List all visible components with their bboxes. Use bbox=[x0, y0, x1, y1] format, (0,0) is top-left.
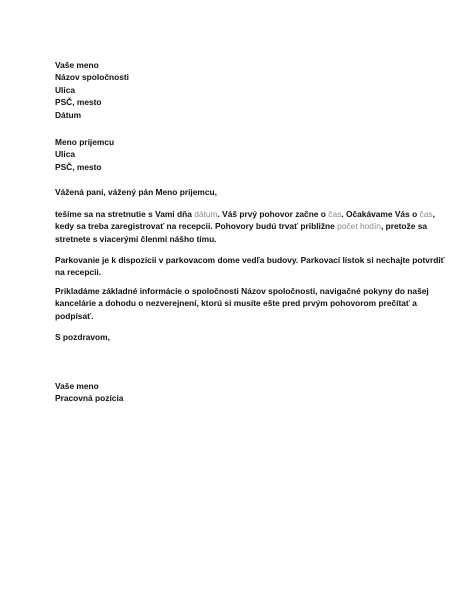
paragraph-interview-details bbox=[55, 208, 435, 245]
paragraph-1-text: , pretože sa bbox=[380, 221, 428, 232]
recipient-address-block bbox=[55, 136, 114, 173]
paragraph-1-text: kedy sa treba zaregistrovať na recepcii. Pohovory budú trvať približne bbox=[55, 221, 338, 232]
signature-name: Vaše meno bbox=[55, 381, 99, 391]
time-placeholder: čas bbox=[328, 209, 342, 219]
letter-date: Dátum bbox=[55, 109, 82, 120]
date-placeholder: dátum bbox=[194, 209, 218, 219]
signature-position: Pracovná pozícia bbox=[55, 393, 124, 404]
paragraph-3-line-3: podpísať. bbox=[55, 310, 94, 321]
recipient-city: PSČ, mesto bbox=[55, 161, 102, 172]
signature-block bbox=[55, 380, 123, 405]
paragraph-1-text: tešíme sa na stretnutie s Vami dňa bbox=[55, 209, 195, 219]
closing bbox=[55, 331, 395, 343]
sender-company: Názov spoločnosti bbox=[55, 72, 129, 83]
sender-city: PSČ, mesto bbox=[55, 97, 102, 108]
paragraph-1-line-1 bbox=[55, 208, 435, 220]
recipient-street: Ulica bbox=[55, 149, 76, 160]
sender-address-block bbox=[55, 59, 129, 121]
paragraph-1-line-2 bbox=[55, 220, 428, 232]
paragraph-attachments bbox=[55, 285, 429, 322]
time-placeholder: čas bbox=[419, 209, 433, 219]
closing-text: S pozdravom, bbox=[55, 332, 110, 342]
paragraph-1-text: , bbox=[432, 209, 435, 219]
paragraph-parking bbox=[55, 254, 445, 279]
recipient-name: Meno prijemcu bbox=[55, 137, 115, 147]
paragraph-1-text: . Očakávame Vás o bbox=[341, 209, 420, 219]
hours-placeholder: počet hodín bbox=[337, 221, 381, 232]
sender-street: Ulica bbox=[55, 84, 76, 95]
paragraph-3-line-1: Prikladáme základné informácie o spoločnosti Názov spoločnosti, navigačné pokyny do našej bbox=[55, 286, 429, 296]
salutation bbox=[55, 186, 395, 198]
paragraph-1-text: . Váš prvý pohovor začne o bbox=[217, 209, 329, 219]
paragraph-3-line-2: kancelárie a dohodu o nezverejnení, ktorú si musíte ešte pred prvým pohovorom prečítať a bbox=[55, 298, 417, 309]
sender-name: Vaše meno bbox=[55, 60, 99, 70]
paragraph-1-line-3: stretnete s viacerými členmi nášho tímu. bbox=[55, 233, 217, 244]
paragraph-2-line-2: na recepcii. bbox=[55, 267, 102, 278]
salutation-text: Vážená pani, vážený pán Meno prijemcu, bbox=[55, 187, 217, 197]
paragraph-2-line-1: Parkovanie je k dispozícii v parkovacom dome vedľa budovy. Parkovací lístok si nechajte potvrdiť bbox=[55, 255, 445, 265]
